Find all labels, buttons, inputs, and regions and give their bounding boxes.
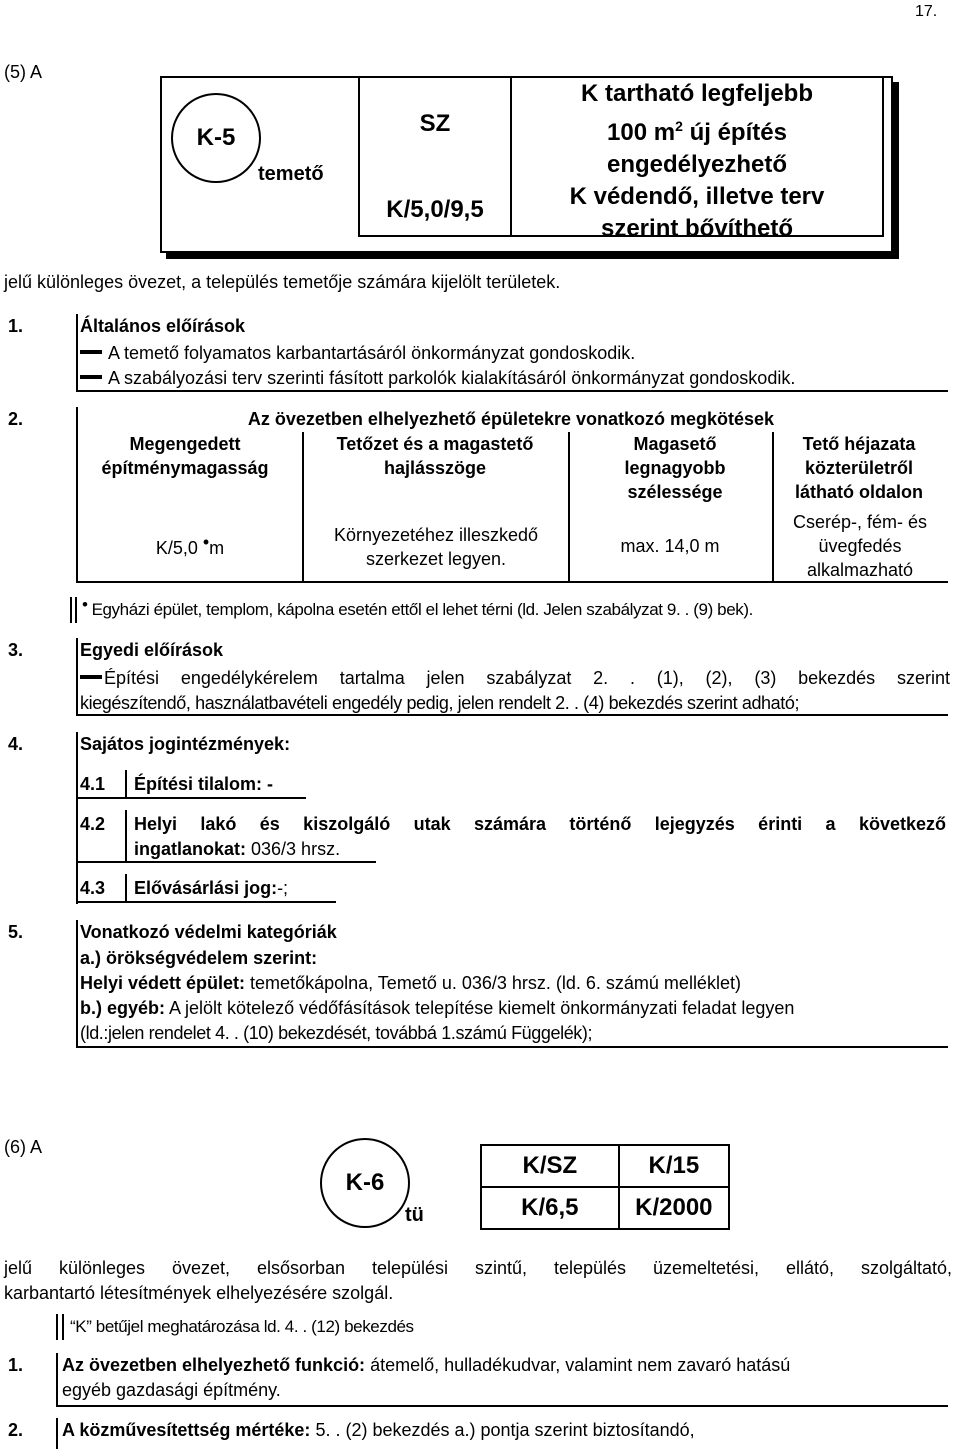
table-cell: K/2000 [619, 1187, 729, 1229]
s4-2-line-2: ingatlanokat: 036/3 hrsz. [134, 839, 341, 859]
k6-note: “K” betűjel meghatározása ld. 4. . (12) bekezdés [70, 1317, 414, 1336]
zone-code-circle-k6 [320, 1138, 410, 1228]
s4-1-text: Építési tilalom: - [134, 774, 274, 794]
s1-title: Általános előírások [80, 316, 246, 336]
k6-code-table [480, 1144, 730, 1230]
value-cover: Cserép-, fém- és üvegfedés alkalmazható [792, 512, 928, 580]
note-bar [56, 1314, 58, 1340]
s3-num: 3. [8, 640, 24, 660]
col-divider-2 [568, 432, 570, 582]
rule-line-1: K tartható legfeljebb [580, 80, 814, 107]
s4-3-underline [76, 901, 336, 903]
s4-1-divider [125, 770, 127, 798]
k6-s1-line-2: egyéb gazdasági építmény. [62, 1380, 281, 1400]
s5-a-label: a.) örökségvédelem szerint: [80, 948, 318, 968]
k6-s1-line-1: Az övezetben elhelyezhető funkció: átemelő, hulladékudvar, valamint nem zavaró hatású [62, 1355, 791, 1375]
section-label-k6: (6) A [4, 1137, 43, 1157]
rule-line-3: engedélyezhető [606, 151, 788, 178]
s2-title: Az övezetben elhelyezhető épületekre vonatkozó megkötések [247, 409, 775, 429]
s4-title: Sajátos jogintézmények: [80, 734, 291, 754]
rule-line-5: szerint bővíthető [600, 215, 793, 242]
s1-item-1: A temető folyamatos karbantartásáról önkormányzat gondoskodik. [80, 341, 635, 365]
note-bar [75, 597, 77, 623]
code-bottom: K/5,0/9,5 [386, 196, 484, 223]
table-cell: K/SZ [481, 1145, 619, 1187]
s5-b-line-2: (ld.:jelen rendelet 4. . (10) bekezdését, továbbá 1.számú Függelék); [80, 1023, 593, 1043]
s1-item-2: A szabályozási terv szerinti fásított parkolók kialakításáról önkormányzat gondoskodik. [80, 366, 795, 390]
table-row [481, 1187, 729, 1229]
s4-3-divider [125, 874, 127, 902]
s3-line-1: Építési engedélykérelem tartalma jelen szabályzat 2. . (1), (2), (3) bekezdés szerint [80, 666, 950, 690]
s2-num: 2. [8, 409, 24, 429]
k6-intro-1: jelű különleges övezet, elsősorban települési szintű, település üzemeltetési, ellátó, szolgáltató, [4, 1258, 952, 1278]
header-cover: Tető héjazata közterületről látható oldalon [795, 434, 923, 502]
s5-b: b.) egyéb: A jelölt kötelező védőfásítások telepítése kiemelt önkormányzati feladat legyen [80, 998, 795, 1018]
rule-line-2: 100 $m^2$ új építés [607, 118, 787, 146]
value-height: K/5,0 •m [155, 532, 225, 558]
table-cell: K/6,5 [481, 1187, 619, 1229]
rule-text [510, 78, 884, 245]
table-row [481, 1145, 729, 1187]
dash-icon [80, 350, 102, 354]
s4-2-underline [76, 861, 376, 863]
section-label-k5: (5) A [4, 62, 43, 82]
note-bar [62, 1314, 64, 1340]
zone-code-k6: K-6 [345, 1169, 385, 1196]
zone-intro: jelű különleges övezet, a település temetője számára kijelölt területek. [4, 272, 561, 292]
s3-title: Egyedi előírások [80, 640, 224, 660]
s3-line-2: kiegészítendő, használatbavételi engedély pedig, jelen rendelt 2. . (4) bekezdés szerint adható; [80, 693, 800, 713]
k6-s1-num: 1. [8, 1355, 24, 1375]
s4-3-num: 4.3 [80, 878, 106, 898]
bullet-icon: • [202, 532, 210, 552]
zone-code-circle [171, 93, 261, 183]
bullet-icon: • [82, 595, 88, 614]
s4-2-num: 4.2 [80, 814, 106, 834]
s4-1-underline [76, 797, 306, 799]
s5-num: 5. [8, 922, 24, 942]
header-height: Megengedett építménymagasság [101, 434, 269, 478]
dash-icon [80, 375, 102, 379]
s4-num: 4. [8, 734, 24, 754]
k6-intro-2: karbantartó létesítmények elhelyezésére szolgál. [4, 1283, 394, 1303]
value-width: max. 14,0 m [620, 536, 720, 556]
zone-subtitle-k6: tü [405, 1204, 424, 1226]
s4-2-text: Helyi lakó és kiszolgáló utak számára történő lejegyzés érinti a következő [134, 814, 946, 834]
s4-2-divider [125, 810, 127, 862]
table-cell: K/15 [619, 1145, 729, 1187]
s2-note: • Egyházi épület, templom, kápolna esetén ettől el lehet térni (ld. Jelen szabályzat 9. . (9) bek). [82, 595, 753, 619]
s4-3-text: Elővásárlási jog:-; [134, 878, 289, 898]
s4-1-num: 4.1 [80, 774, 106, 794]
s5-helyi: Helyi védett épület: temetőkápolna, Temető u. 036/3 hrsz. (ld. 6. számú melléklet) [80, 973, 741, 993]
code-top: SZ [419, 110, 451, 137]
zone-code: K-5 [196, 124, 236, 151]
value-roof: Környezetéhez illeszkedő szerkezet legyen. [333, 525, 539, 569]
s5-title: Vonatkozó védelmi kategóriák [80, 922, 337, 942]
page-number: 17. [915, 3, 938, 20]
k6-s2-num: 2. [8, 1420, 24, 1440]
zone-subtitle: temető [258, 163, 324, 185]
header-roof: Tetőzet és a magastető hajlásszöge [336, 434, 534, 478]
s1-num: 1. [8, 316, 24, 336]
k6-s2-line-1: A közművesítettség mértéke: 5. . (2) bekezdés a.) pontja szerint biztosítandó, [62, 1420, 695, 1440]
dash-icon [80, 675, 102, 679]
rule-line-4: K védendő, illetve terv [569, 183, 825, 210]
note-bar [70, 597, 72, 623]
header-width: Magasető legnagyobb szélessége [624, 434, 726, 502]
